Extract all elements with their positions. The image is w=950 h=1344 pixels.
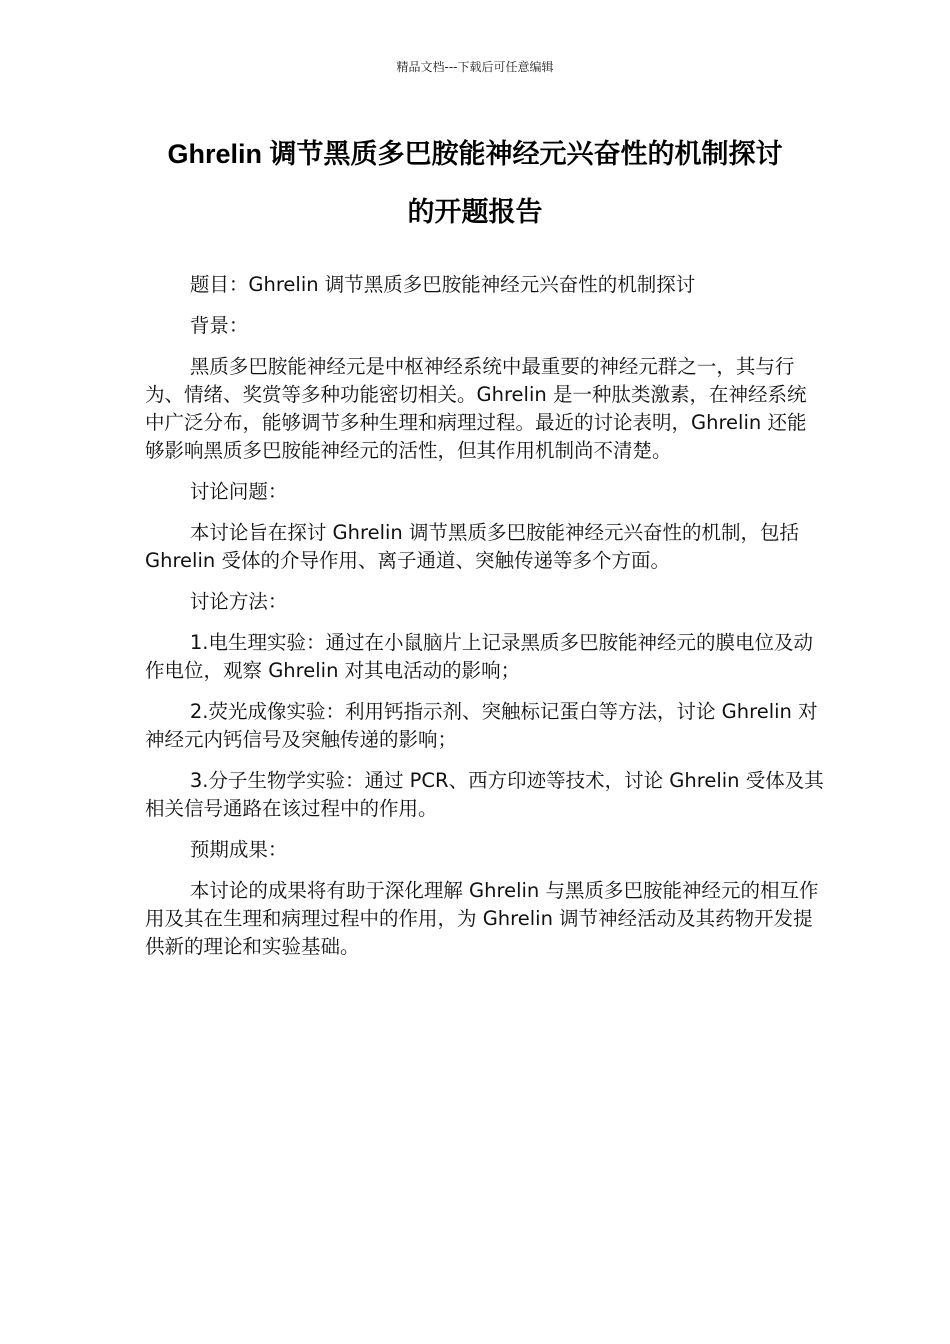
method-item-2: 2.荧光成像实验：利用钙指示剂、突触标记蛋白等方法，讨论 Ghrelin 对神经元内钙信号及突触传递的影响； (145, 700, 818, 751)
document-title-line-1: Ghrelin 调节黑质多巴胺能神经元兴奋性的机制探讨 (167, 139, 783, 169)
method-heading: 讨论方法： (189, 590, 288, 613)
result-heading: 预期成果： (189, 838, 288, 861)
background-heading: 背景： (189, 314, 249, 337)
page-header-note: 精品文档---下载后可任意编辑 (396, 60, 554, 74)
document-title-line-2: 的开题报告 (407, 197, 543, 227)
background-paragraph: 黑质多巴胺能神经元是中枢神经系统中最重要的神经元群之一，其与行为、情绪、奖赏等多种功能密切相关。Ghrelin 是一种肽类激素，在神经系统中广泛分布，能够调节多种生理和病理过程。最近的讨论表明，Ghrelin 还能够影响黑质多巴胺能神经元的活性，但其作用机制尚不清楚。 (145, 355, 807, 462)
question-heading: 讨论问题： (189, 480, 288, 503)
method-item-3: 3.分子生物学实验：通过 PCR、西方印迹等技术，讨论 Ghrelin 受体及其相关信号通路在该过程中的作用。 (145, 769, 824, 820)
document-body (145, 271, 825, 974)
result-paragraph: 本讨论的成果将有助于深化理解 Ghrelin 与黑质多巴胺能神经元的相互作用及其在生理和病理过程中的作用，为 Ghrelin 调节神经活动及其药物开发提供新的理论和实验基础。 (145, 879, 819, 958)
question-paragraph: 本讨论旨在探讨 Ghrelin 调节黑质多巴胺能神经元兴奋性的机制，包括 Ghrelin 受体的介导作用、离子通道、突触传递等多个方面。 (145, 521, 799, 572)
method-item-1: 1.电生理实验：通过在小鼠脑片上记录黑质多巴胺能神经元的膜电位及动作电位，观察 Ghrelin 对其电活动的影响； (145, 631, 813, 682)
topic-line: 题目：Ghrelin 调节黑质多巴胺能神经元兴奋性的机制探讨 (189, 273, 696, 296)
